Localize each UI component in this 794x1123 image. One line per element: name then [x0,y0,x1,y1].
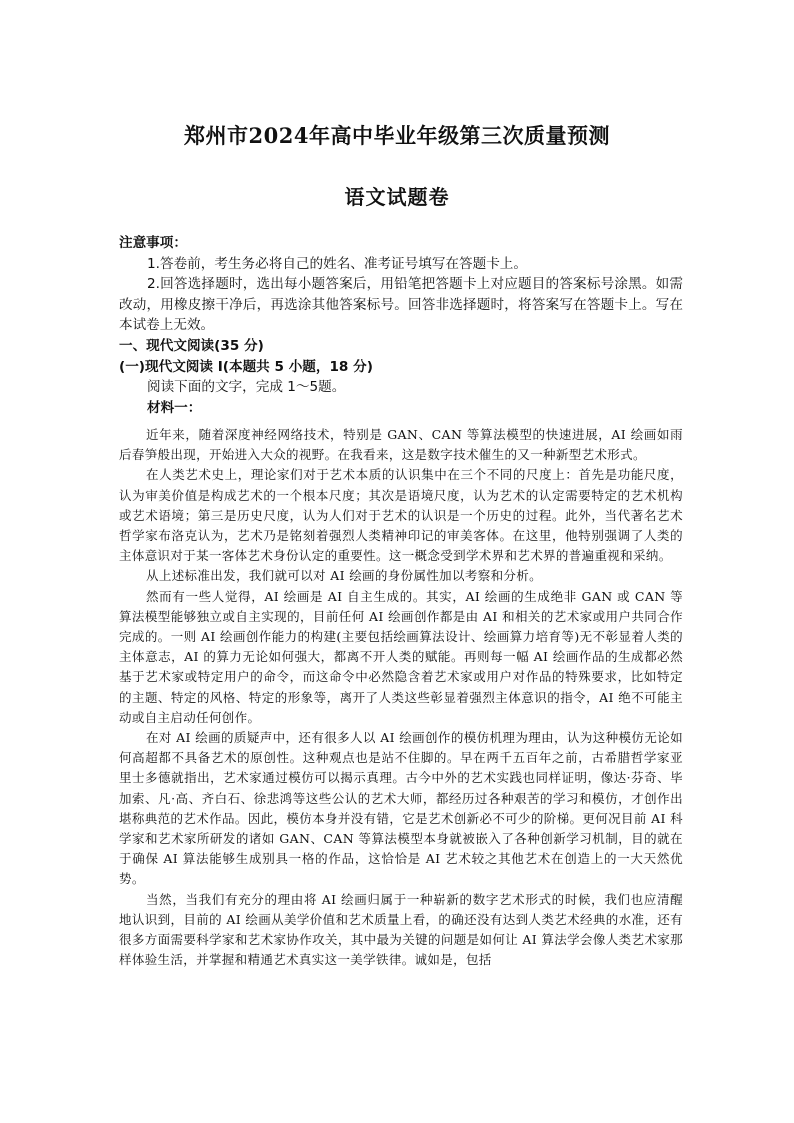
reading-instruction: 阅读下面的文字，完成 1～5题。 [147,379,346,396]
notice-item-2: 2.回答选择题时，选出每小题答案后，用铅笔把答题卡上对应题目的答案标号涂黑。如需改动，用橡皮擦干净后，再选涂其他答案标号。回答非选择题时，将答案写在答题卡上。写在本试卷上无效。 [119,276,683,334]
exam-instructions [119,233,683,418]
material-paragraph-5: 在对 AI 绘画的质疑声中，还有很多人以 AI 绘画创作的模仿机理为理由，认为这种模仿无论如何高超都不具备艺术的原创性。这种观点也是站不住脚的。早在两千五百年之前，古希腊哲学家亚里士多德就指出，艺术家通过模仿可以揭示真理。古今中外的艺术实践也同样证明，像达·芬奇、毕加索、凡·高、齐白石、徐悲鸿等这些公认的艺术大师，都经历过各种艰苦的学习和模仿，才创作出堪称典范的艺术作品。因此，模仿本身并没有错，它是艺术创新必不可少的阶梯。更何况目前 AI 科学家和艺术家所研发的诸如 GAN、CAN 等算法模型本身就被嵌入了各种创新学习机制，目的就在于确保 AI 算法能够生成别具一格的作品，这恰恰是 AI 艺术较之其他艺术在创造上的一大天然优势。 [119,730,683,887]
material-paragraph-2: 在人类艺术史上，理论家们对于艺术本质的认识集中在三个不同的尺度上：首先是功能尺度，认为审美价值是构成艺术的一个根本尺度；其次是语境尺度，认为艺术的认定需要特定的艺术机构或艺术语境；第三是历史尺度，认为人们对于艺术的认识是一个历史的过程。此外，当代著名艺术哲学家布洛克认为，艺术乃是铭刻着强烈人类精神印记的审美客体。在这里，他特别强调了人类的主体意识对于某一客体艺术身份认定的重要性。这一概念受到学术界和艺术界的普遍重视和采纳。 [119,467,683,564]
material-label: 材料一： [147,399,202,416]
notice-heading: 注意事项： [119,235,187,251]
material-paragraph-4: 然而有一些人觉得，AI 绘画是 AI 自主生成的。其实，AI 绘画的生成绝非 GAN 或 CAN 等算法模型能够独立或自主实现的，目前任何 AI 绘画创作都是由 AI 和相关的艺术家或用户共同合作完成的。一则 AI 绘画创作能力的构建(主要包括绘画算法设计、绘画算力培育等)无不彰显着人类的主体意志，AI 的算力无论如何强大，都离不开人类的赋能。再则每一幅 AI 绘画作品的生成都必然基于艺术家或特定用户的命令，而这命令中必然隐含着艺术家或用户对作品的特殊要求，比如特定的主题、特定的风格、特定的形象等，离开了人类这些彰显着强烈主体意识的指令，AI 绝不可能主动或自主启动任何创作。 [119,588,683,725]
material-paragraph-6: 当然，当我们有充分的理由将 AI 绘画归属于一种崭新的数字艺术形式的时候，我们也应清醒地认识到，目前的 AI 绘画从美学价值和艺术质量上看，的确还没有达到人类艺术经典的水准，还有很多方面需要科学家和艺术家协作攻关，其中最为关键的问题是如何让 AI 算法学会像人类艺术家那样体验生活，并掌握和精通艺术真实这一美学铁律。诚如是，包括 [119,891,683,968]
reading-material [119,425,683,970]
exam-subtitle: 语文试题卷 [344,185,450,209]
exam-title: 郑州市2024年高中毕业年级第三次质量预测 [184,123,610,148]
material-paragraph-1: 近年来，随着深度神经网络技术，特别是 GAN、CAN 等算法模型的快速进展，AI 绘画如雨后春笋般出现，开始进入大众的视野。在我看来，这是数字技术催生的又一种新型艺术形式。 [119,427,683,463]
section-subheading: (一)现代文阅读 I(本题共 5 小题，18 分) [119,358,373,375]
notice-item-1: 1.答卷前，考生务必将自己的姓名、准考证号填写在答题卡上。 [147,255,527,272]
section-heading: 一、现代文阅读(35 分) [119,337,264,354]
material-paragraph-3: 从上述标准出发，我们就可以对 AI 绘画的身份属性加以考察和分析。 [146,568,542,584]
